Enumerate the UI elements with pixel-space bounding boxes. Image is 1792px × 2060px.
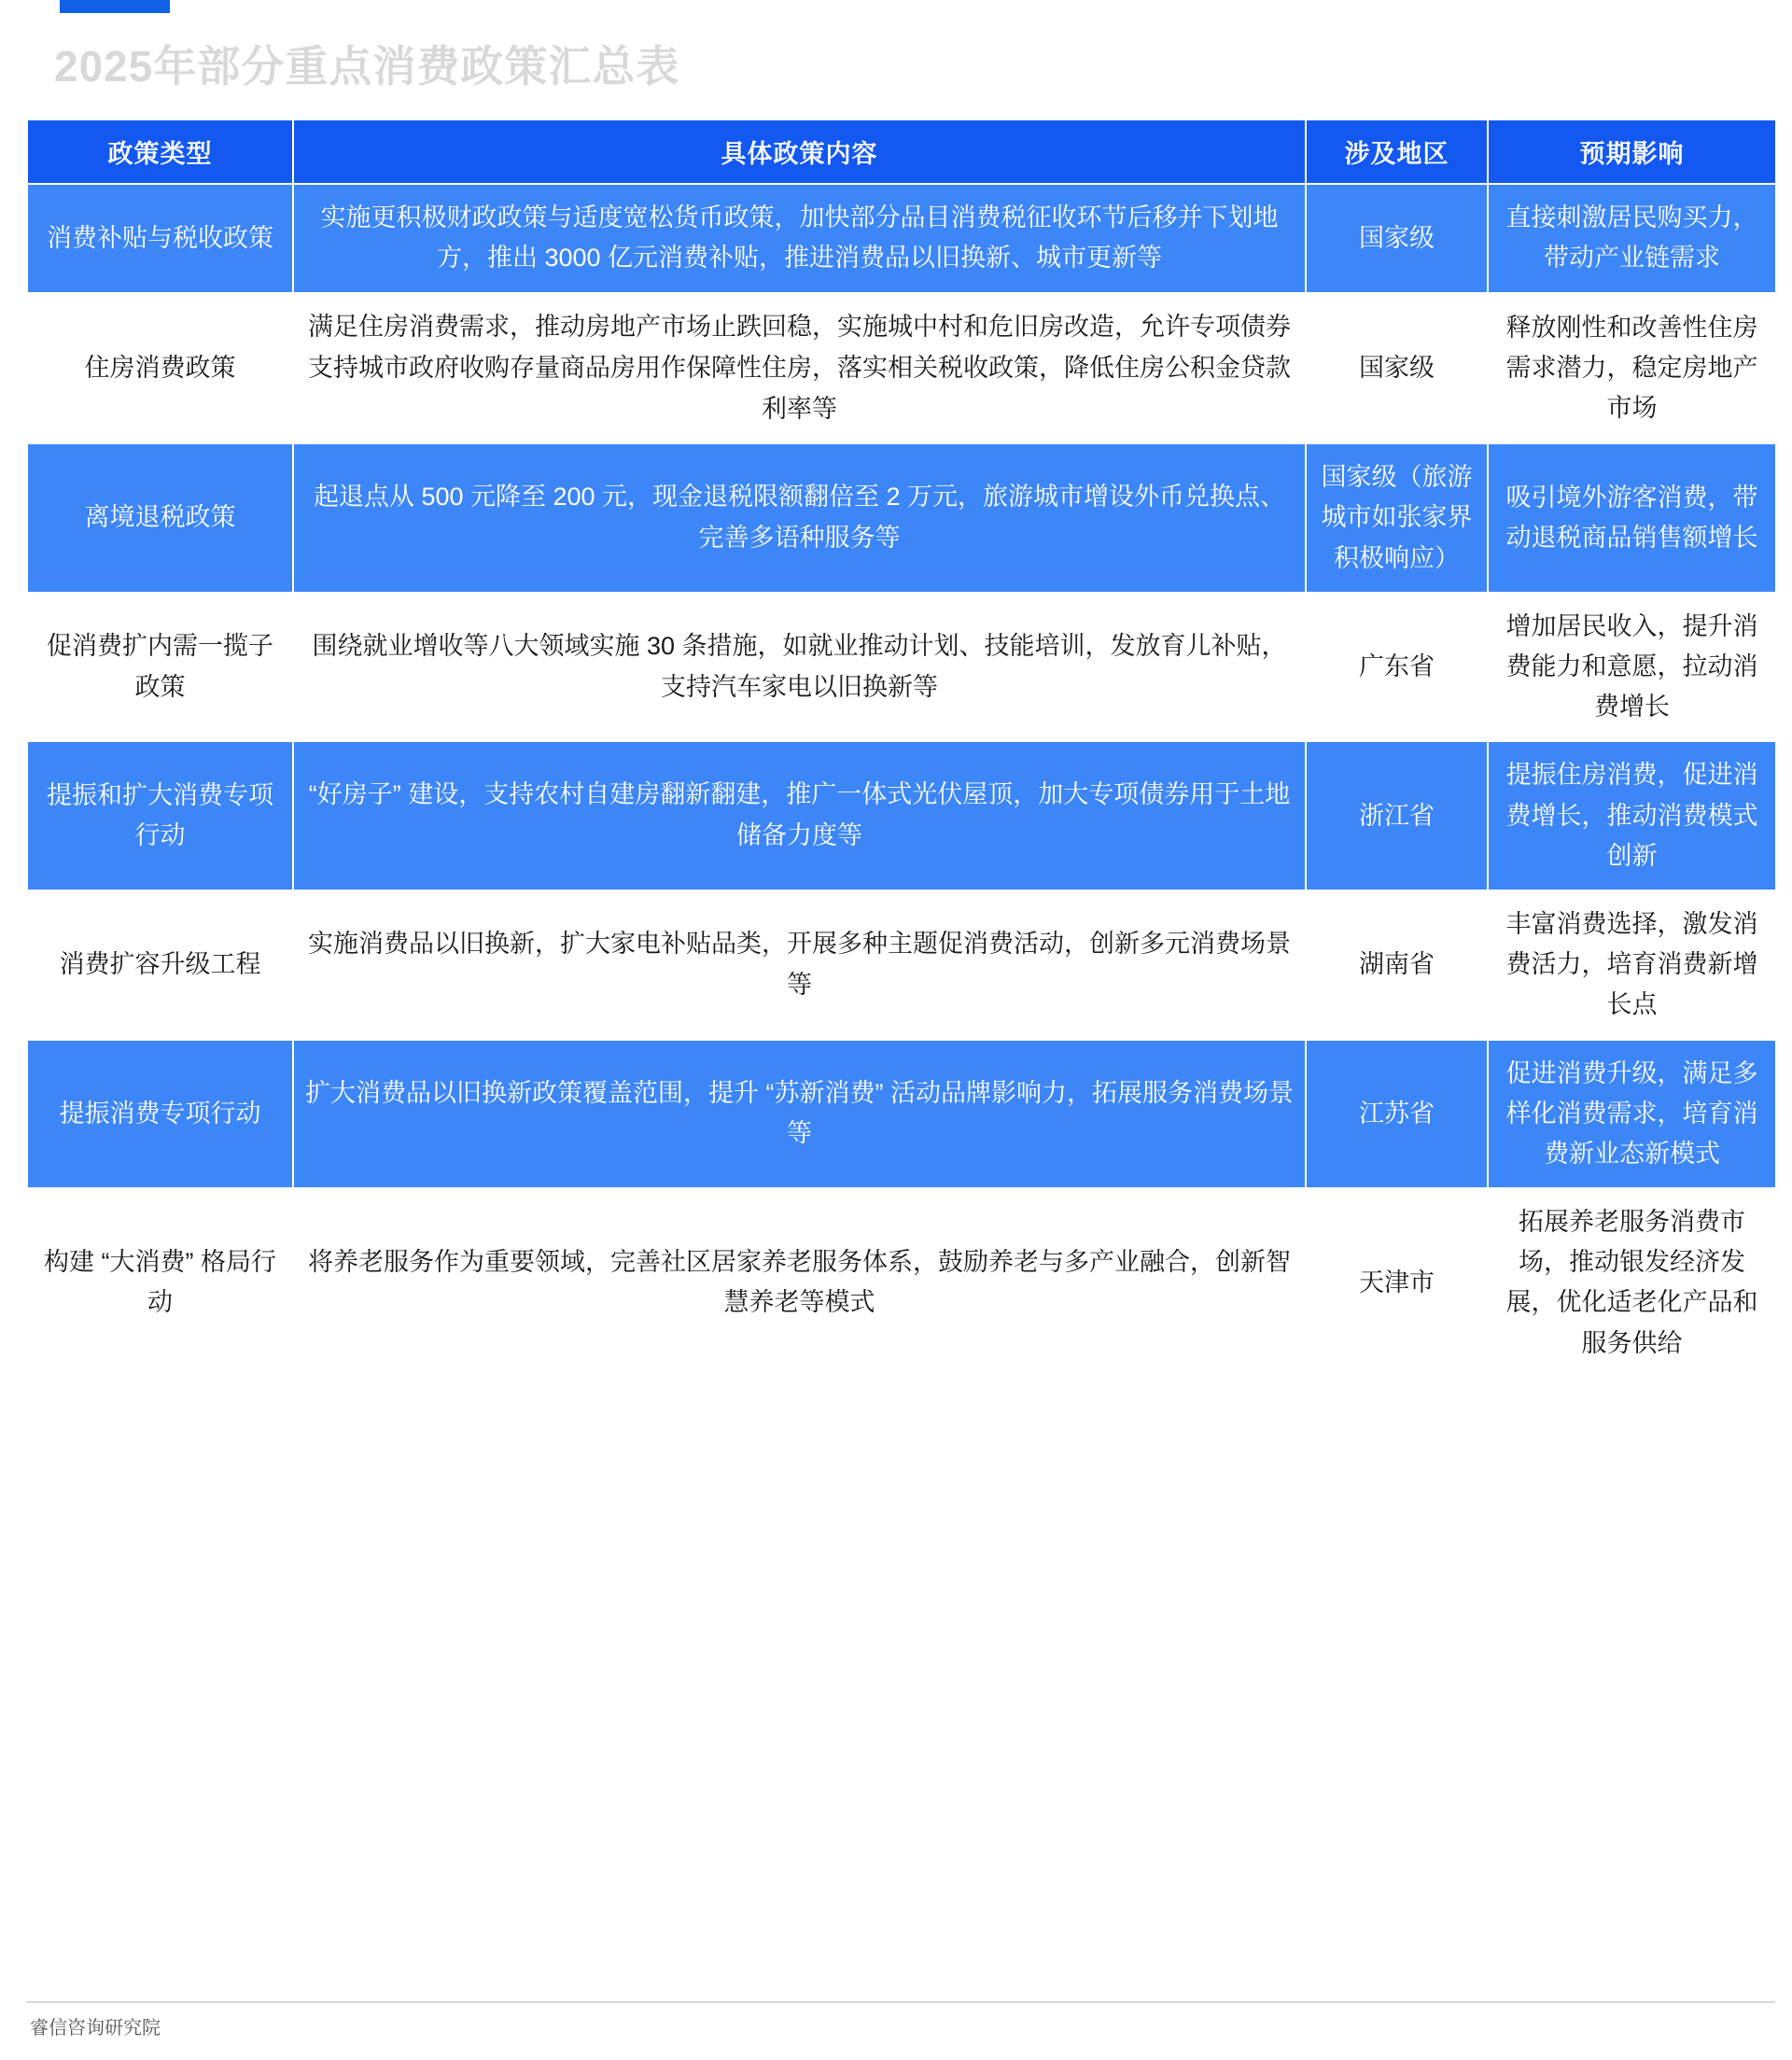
table-body	[27, 184, 1776, 1378]
table-row	[27, 890, 1776, 1040]
cell-region: 湖南省	[1306, 890, 1488, 1040]
cell-impact: 提振住房消费，促进消费增长，推动消费模式创新	[1488, 741, 1776, 890]
footer-divider	[26, 2001, 1775, 2003]
cell-policy-content: 起退点从 500 元降至 200 元，现金退税限额翻倍至 2 万元，旅游城市增设外币兑换点、完善多语种服务等	[293, 443, 1306, 593]
cell-region: 国家级（旅游城市如张家界积极响应）	[1306, 443, 1488, 593]
cell-impact: 直接刺激居民购买力，带动产业链需求	[1488, 184, 1776, 293]
cell-impact: 丰富消费选择，激发消费活力，培育消费新增长点	[1488, 890, 1776, 1040]
cell-region: 广东省	[1306, 593, 1488, 742]
policy-summary-table	[26, 119, 1777, 1379]
cell-policy-type: 促消费扩内需一揽子政策	[27, 593, 293, 742]
table-row	[27, 184, 1776, 293]
cell-impact: 促进消费升级，满足多样化消费需求，培育消费新业态新模式	[1488, 1040, 1776, 1189]
cell-impact: 释放刚性和改善性住房需求潜力，稳定房地产市场	[1488, 293, 1776, 443]
cell-impact: 拓展养老服务消费市场，推动银发经济发展，优化适老化产品和服务供给	[1488, 1188, 1776, 1378]
table-header-row	[27, 119, 1776, 184]
column-header-policy-content: 具体政策内容	[293, 119, 1306, 184]
page-title: 2025年部分重点消费政策汇总表	[54, 42, 680, 91]
footer-source: 睿信咨询研究院	[30, 2018, 161, 2039]
cell-policy-type: 构建 “大消费” 格局行动	[27, 1188, 293, 1378]
cell-region: 天津市	[1306, 1188, 1488, 1378]
column-header-region: 涉及地区	[1306, 119, 1488, 184]
cell-policy-content: 满足住房消费需求，推动房地产市场止跌回稳，实施城中村和危旧房改造，允许专项债券支持城市政府收购存量商品房用作保障性住房，落实相关税收政策，降低住房公积金贷款利率等	[293, 293, 1306, 443]
table-row	[27, 293, 1776, 443]
cell-policy-content: 实施消费品以旧换新，扩大家电补贴品类，开展多种主题促消费活动，创新多元消费场景等	[293, 890, 1306, 1040]
cell-region: 国家级	[1306, 293, 1488, 443]
cell-policy-type: 住房消费政策	[27, 293, 293, 443]
cell-policy-type: 提振消费专项行动	[27, 1040, 293, 1189]
cell-policy-content: 扩大消费品以旧换新政策覆盖范围，提升 “苏新消费” 活动品牌影响力，拓展服务消费场景等	[293, 1040, 1306, 1189]
accent-bar	[60, 0, 170, 13]
cell-policy-content: 将养老服务作为重要领域，完善社区居家养老服务体系，鼓励养老与多产业融合，创新智慧养老等模式	[293, 1188, 1306, 1378]
cell-policy-type: 消费扩容升级工程	[27, 890, 293, 1040]
cell-policy-content: 实施更积极财政政策与适度宽松货币政策，加快部分品目消费税征收环节后移并下划地方，推出 3000 亿元消费补贴，推进消费品以旧换新、城市更新等	[293, 184, 1306, 293]
cell-region: 国家级	[1306, 184, 1488, 293]
table-row	[27, 1188, 1776, 1378]
table-row	[27, 593, 1776, 742]
table-row	[27, 741, 1776, 890]
table-header	[27, 119, 1776, 184]
cell-region: 江苏省	[1306, 1040, 1488, 1189]
cell-policy-type: 提振和扩大消费专项行动	[27, 741, 293, 890]
table-row	[27, 1040, 1776, 1189]
cell-policy-type: 消费补贴与税收政策	[27, 184, 293, 293]
cell-impact: 吸引境外游客消费，带动退税商品销售额增长	[1488, 443, 1776, 593]
table-row	[27, 443, 1776, 593]
cell-region: 浙江省	[1306, 741, 1488, 890]
cell-policy-content: “好房子” 建设，支持农村自建房翻新翻建，推广一体式光伏屋顶，加大专项债券用于土地储备力度等	[293, 741, 1306, 890]
footer	[26, 1990, 1775, 2039]
cell-policy-type: 离境退税政策	[27, 443, 293, 593]
column-header-policy-type: 政策类型	[27, 119, 293, 184]
cell-impact: 增加居民收入，提升消费能力和意愿，拉动消费增长	[1488, 593, 1776, 742]
cell-policy-content: 围绕就业增收等八大领域实施 30 条措施，如就业推动计划、技能培训，发放育儿补贴，支持汽车家电以旧换新等	[293, 593, 1306, 742]
column-header-impact: 预期影响	[1488, 119, 1776, 184]
